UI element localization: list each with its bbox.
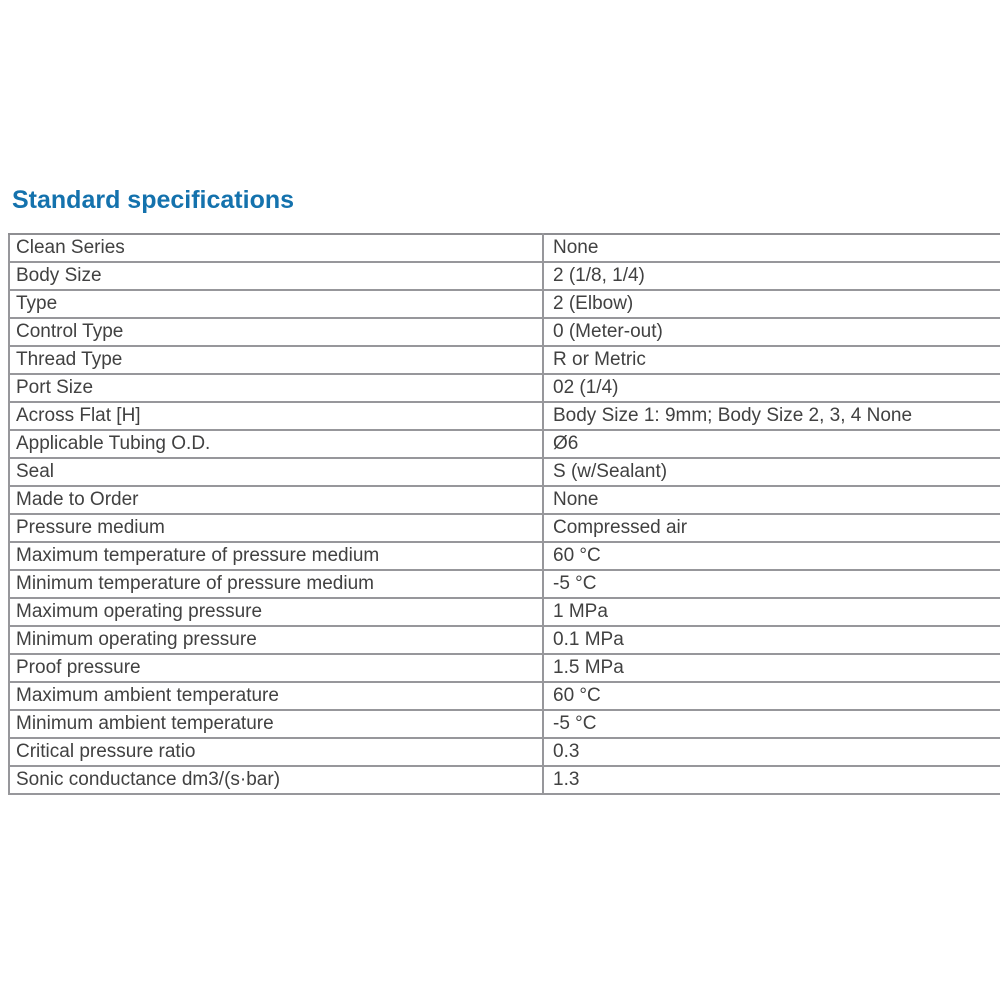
page-title: Standard specifications — [12, 186, 295, 214]
table-row — [9, 262, 1000, 290]
spec-label: Maximum ambient temperature — [9, 682, 543, 710]
spec-value: 60 °C — [543, 682, 1000, 710]
table-row — [9, 402, 1000, 430]
spec-label: Maximum operating pressure — [9, 598, 543, 626]
spec-value: 1.5 MPa — [543, 654, 1000, 682]
table-row — [9, 570, 1000, 598]
spec-value: 02 (1/4) — [543, 374, 1000, 402]
specifications-table — [8, 233, 1000, 795]
table-row — [9, 738, 1000, 766]
table-row — [9, 318, 1000, 346]
table-row — [9, 430, 1000, 458]
spec-value: 1 MPa — [543, 598, 1000, 626]
spec-value: 0.3 — [543, 738, 1000, 766]
spec-label: Made to Order — [9, 486, 543, 514]
spec-value: 60 °C — [543, 542, 1000, 570]
table-row — [9, 486, 1000, 514]
spec-label: Critical pressure ratio — [9, 738, 543, 766]
spec-value: Ø6 — [543, 430, 1000, 458]
table-row — [9, 654, 1000, 682]
spec-value: 0.1 MPa — [543, 626, 1000, 654]
spec-value: None — [543, 234, 1000, 262]
table-row — [9, 290, 1000, 318]
spec-label: Port Size — [9, 374, 543, 402]
spec-value: Body Size 1: 9mm; Body Size 2, 3, 4 None — [543, 402, 1000, 430]
table-row — [9, 682, 1000, 710]
spec-label: Thread Type — [9, 346, 543, 374]
spec-label: Maximum temperature of pressure medium — [9, 542, 543, 570]
spec-value: 2 (Elbow) — [543, 290, 1000, 318]
spec-label: Minimum temperature of pressure medium — [9, 570, 543, 598]
table-row — [9, 710, 1000, 738]
spec-value: 2 (1/8, 1/4) — [543, 262, 1000, 290]
spec-label: Type — [9, 290, 543, 318]
table-row — [9, 374, 1000, 402]
table-row — [9, 766, 1000, 794]
spec-label: Applicable Tubing O.D. — [9, 430, 543, 458]
table-row — [9, 514, 1000, 542]
spec-value: Compressed air — [543, 514, 1000, 542]
table-row — [9, 542, 1000, 570]
table-row — [9, 598, 1000, 626]
table-row — [9, 458, 1000, 486]
spec-label: Across Flat [H] — [9, 402, 543, 430]
spec-value: 1.3 — [543, 766, 1000, 794]
spec-value: 0 (Meter-out) — [543, 318, 1000, 346]
spec-label: Minimum operating pressure — [9, 626, 543, 654]
spec-label: Clean Series — [9, 234, 543, 262]
table-row — [9, 234, 1000, 262]
spec-value: S (w/Sealant) — [543, 458, 1000, 486]
spec-value: -5 °C — [543, 710, 1000, 738]
spec-label: Body Size — [9, 262, 543, 290]
spec-label: Sonic conductance dm3/(s·bar) — [9, 766, 543, 794]
spec-value: None — [543, 486, 1000, 514]
spec-value: -5 °C — [543, 570, 1000, 598]
spec-label: Proof pressure — [9, 654, 543, 682]
table-row — [9, 346, 1000, 374]
spec-label: Minimum ambient temperature — [9, 710, 543, 738]
spec-label: Pressure medium — [9, 514, 543, 542]
spec-value: R or Metric — [543, 346, 1000, 374]
spec-label: Control Type — [9, 318, 543, 346]
table-row — [9, 626, 1000, 654]
spec-label: Seal — [9, 458, 543, 486]
